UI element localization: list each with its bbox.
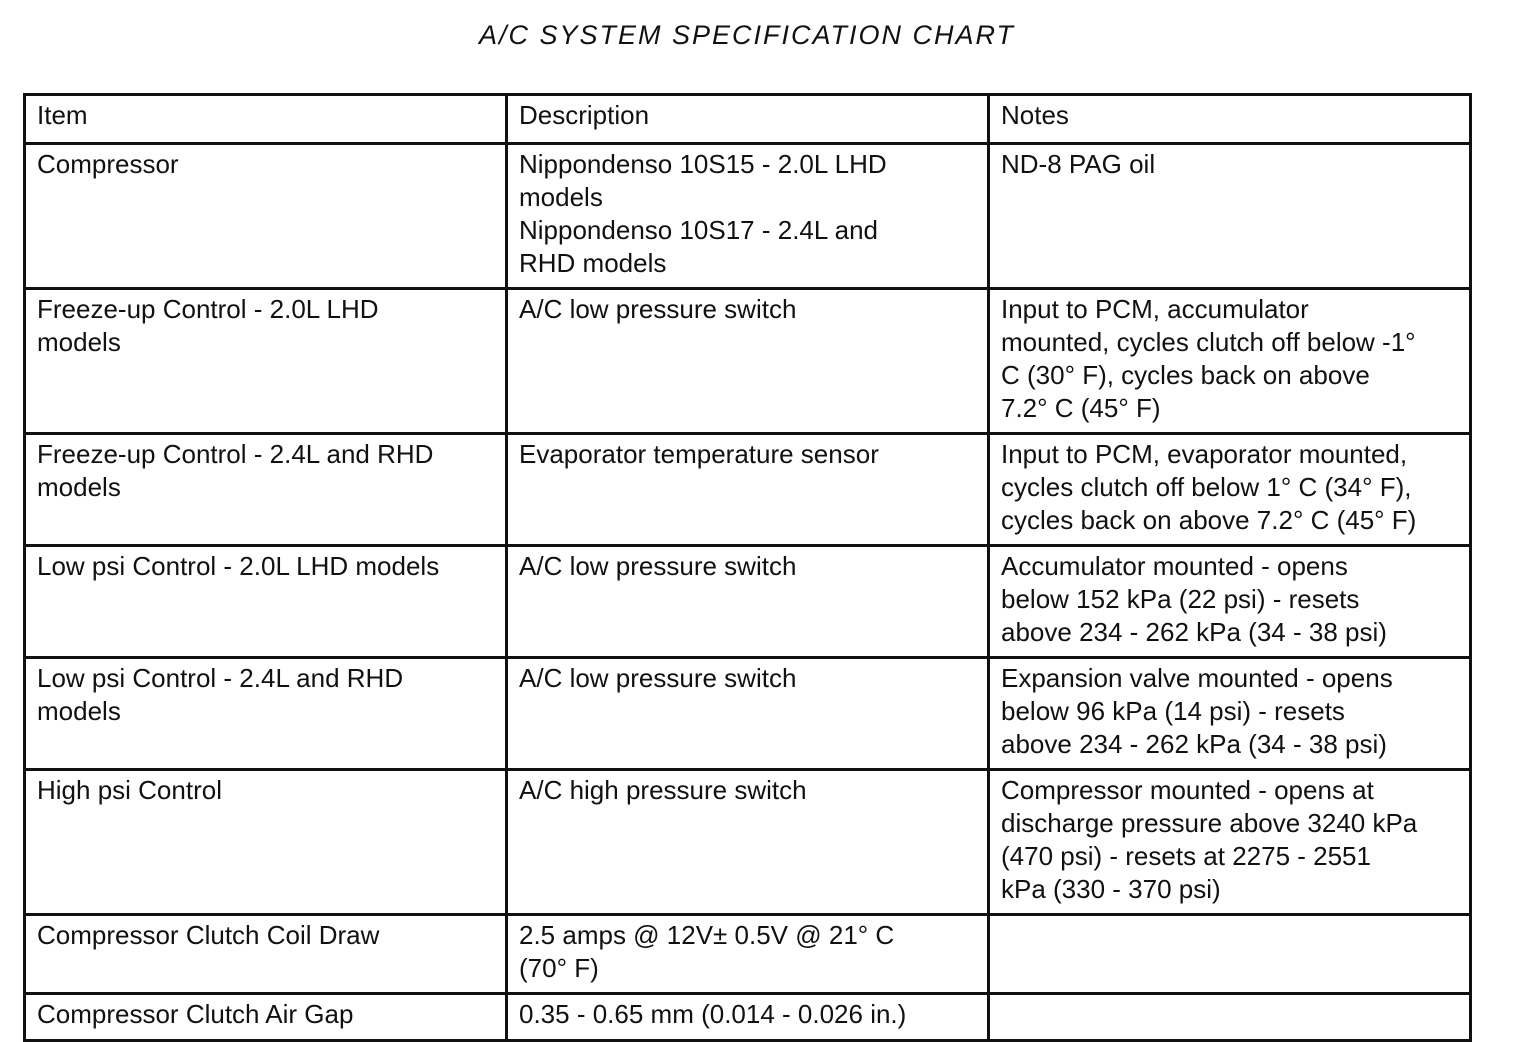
header-item: Item: [25, 95, 507, 144]
table-row: [25, 770, 1471, 915]
item-cell: Compressor Clutch Air Gap: [25, 994, 507, 1041]
item-cell: High psi Control: [25, 770, 507, 915]
notes-cell: [989, 994, 1471, 1041]
table-row: [25, 144, 1471, 289]
item-cell: Compressor Clutch Coil Draw: [25, 915, 507, 994]
item-cell: Freeze-up Control - 2.0L LHD models: [25, 289, 507, 434]
description-cell: A/C low pressure switch: [507, 289, 989, 434]
notes-cell: Compressor mounted - opens at discharge pressure above 3240 kPa (470 psi) - resets at 2275 - 2551 kPa (330 - 370 psi): [989, 770, 1471, 915]
table-row: [25, 994, 1471, 1041]
notes-cell: Input to PCM, accumulator mounted, cycles clutch off below -1° C (30° F), cycles back on above 7.2° C (45° F): [989, 289, 1471, 434]
description-cell: A/C low pressure switch: [507, 658, 989, 770]
table-row: [25, 289, 1471, 434]
description-cell: Nippondenso 10S15 - 2.0L LHD models Nippondenso 10S17 - 2.4L and RHD models: [507, 144, 989, 289]
table-row: [25, 915, 1471, 994]
header-description: Description: [507, 95, 989, 144]
page-title: A/C SYSTEM SPECIFICATION CHART: [478, 20, 1016, 50]
item-cell: Freeze-up Control - 2.4L and RHD models: [25, 434, 507, 546]
table-row: [25, 546, 1471, 658]
description-cell: 0.35 - 0.65 mm (0.014 - 0.026 in.): [507, 994, 989, 1041]
description-cell: 2.5 amps @ 12V± 0.5V @ 21° C (70° F): [507, 915, 989, 994]
item-cell: Low psi Control - 2.0L LHD models: [25, 546, 507, 658]
table-row: [25, 434, 1471, 546]
notes-cell: ND-8 PAG oil: [989, 144, 1471, 289]
table-header-row: [25, 95, 1471, 144]
description-cell: A/C low pressure switch: [507, 546, 989, 658]
spec-table: [23, 93, 1472, 1042]
notes-cell: [989, 915, 1471, 994]
header-notes: Notes: [989, 95, 1471, 144]
notes-cell: Expansion valve mounted - opens below 96 kPa (14 psi) - resets above 234 - 262 kPa (34 - 38 psi): [989, 658, 1471, 770]
description-cell: A/C high pressure switch: [507, 770, 989, 915]
table-row: [25, 658, 1471, 770]
description-cell: Evaporator temperature sensor: [507, 434, 989, 546]
notes-cell: Accumulator mounted - opens below 152 kPa (22 psi) - resets above 234 - 262 kPa (34 - 38 psi): [989, 546, 1471, 658]
item-cell: Compressor: [25, 144, 507, 289]
item-cell: Low psi Control - 2.4L and RHD models: [25, 658, 507, 770]
notes-cell: Input to PCM, evaporator mounted, cycles clutch off below 1° C (34° F), cycles back on above 7.2° C (45° F): [989, 434, 1471, 546]
